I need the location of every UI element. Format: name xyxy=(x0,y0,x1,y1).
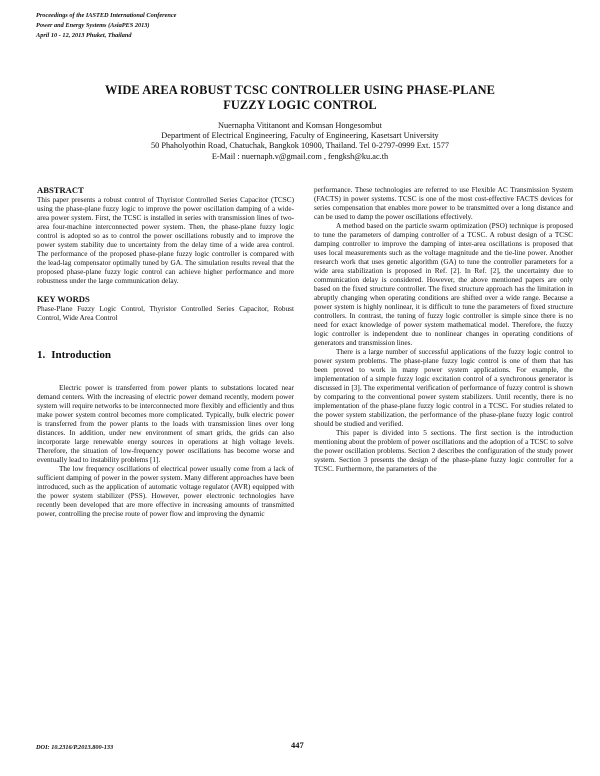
intro-paragraph-2: The low frequency oscillations of electrical power usually come from a lack of sufficient damping of power in the power system. Many different approaches have been introduced, such as the application of automatic voltage regulator (AVR) equipped with the power system stabilizer (PSS). However, power electronic technologies have recently been developed that are more effective in increasing amounts of transmitted power, controlling the precise route of power flow and improving the dynamic xyxy=(37,465,294,519)
intro-paragraph-4: There is a large number of successful applications of the fuzzy logic control to power system problems. The phase-plane fuzzy logic control is one of them that has been proved to work in many power system applications. For example, the implementation of a simple fuzzy logic excitation control of a synchronous generator is discussed in [3]. The experimental verification of performance of fuzzy control is shown by comparing to the conventional power system stabilizers. Until recently, there is no implementation of the phase-plane fuzzy logic control in a TCSC. For studies related to the power system stabilization, the performance of the phase-plane fuzzy logic control should be studied and verified. xyxy=(314,348,573,429)
intro-paragraph-5: This paper is divided into 5 sections. The first section is the introduction mentioning about the problem of power oscillations and the adoption of a TCSC to solve the power oscillation problems. Section 2 describes the configuration of the study power system. Section 3 presents the design of the phase-plane fuzzy logic controller for a TCSC. Furthermore, the parameters of the xyxy=(314,429,573,474)
doi-footer: DOI: 10.2316/P.2013.800-133 xyxy=(36,744,114,751)
page-number: 447 xyxy=(291,740,304,750)
title-line-2: FUZZY LOGIC CONTROL xyxy=(223,98,377,112)
right-column xyxy=(314,186,573,475)
abstract-text: This paper presents a robust control of Thyristor Controlled Series Capacitor (TCSC) using the phase-plane fuzzy logic to improve the power oscillation damping of a wide-area power system. First, the TCSC is installed in series with transmission lines of two-area four-machine interconnected power system. Then, the phase-plane fuzzy logic control is adopted so as to control the power oscillations robustly and to improve the power system stability due to uncertainty from the delay time of a wide area control. The performance of the proposed phase-plane fuzzy logic controller is compared with the lead-lag compensator optimally tuned by GA. The simulation results reveal that the proposed phase-plane fuzzy logic control can achieve higher performance and more robustness under the large communication delay. xyxy=(37,196,294,286)
conference-track: Power and Energy Systems (AsiaPES 2013) xyxy=(36,22,150,29)
keywords-heading: KEY WORDS xyxy=(37,294,90,305)
author-block xyxy=(40,121,560,162)
left-column xyxy=(37,185,294,519)
section-number: 1. xyxy=(37,349,46,362)
author-names: Nuernapha Vititanont and Komsan Hongesombut xyxy=(218,121,382,130)
intro-paragraph-1: Electric power is transferred from power plants to substations located near demand centers. With the increasing of electric power demand recently, modern power system will require networks to be interconnected more flexibly and efficiently and thus make power system control becomes more complicated. Typically, bulk electric power is transferred from the power plants to the loads with transmission lines over long distances. In addition, under new environment of smart grids, the grids can also incorporate large renewable energy sources in operations at high voltage levels. Therefore, the situation of low-frequency power oscillations has become worse and eventually lead to instability problems [1]. xyxy=(37,384,294,465)
intro-paragraph-2-continued: performance. These technologies are referred to use Flexible AC Transmission System (FACTS) in power systems. TCSC is one of the most cost-effective FACTS devices for series compensation that enables more power to be transmitted over a long distance and can be used to damp the power oscillations effectively. xyxy=(314,186,573,222)
author-address: 50 Phaholyothin Road, Chatuchak, Bangkok 10900, Thailand. Tel 0-2797-0999 Ext. 1577 xyxy=(151,141,449,151)
introduction-heading xyxy=(37,349,294,362)
abstract-heading: ABSTRACT xyxy=(37,185,84,195)
keywords-text: Phase-Plane Fuzzy Logic Control, Thyristor Controlled Series Capacitor, Robust Control, Wide Area Control xyxy=(37,305,294,323)
paper-title xyxy=(60,83,540,113)
author-email: E-Mail : nuernaph.v@gmail.com , fengksh@ku.ac.th xyxy=(211,151,389,161)
intro-paragraph-3: A method based on the particle swarm optimization (PSO) technique is proposed to tune the parameters of damping controller of a TCSC. A robust design of a TCSC damping controller to improve the damping of inter-area oscillations is proposed that uses local measurements such as the voltage magnitude and the tie-line power. Another research work that uses genetic algorithm (GA) to tune the controller parameters for a wide area stabilization is proposed in Ref. [2]. In Ref. [2], the uncertainty due to communication delay is considered. However, the above mentioned papers are only based on the fixed structure controller. The fixed structure approach has the limitation in abruptly changing when operating conditions are shifted over a wide range. Because a power system is highly nonlinear, it is difficult to tune the parameters of fixed structure controllers. In contrast, the tuning of fuzzy logic controller is simple since there is no need for exact knowledge of power system mathematical model. Therefore, the fuzzy logic controller is independent due to nonlinear changes in operating conditions of generators and transmission lines. xyxy=(314,222,573,348)
section-title: Introduction xyxy=(51,349,111,362)
conference-header xyxy=(36,11,176,41)
conference-date: April 10 - 12, 2013 Phuket, Thailand xyxy=(36,32,132,39)
title-line-1: WIDE AREA ROBUST TCSC CONTROLLER USING PHASE-PLANE xyxy=(104,83,496,97)
conference-name: Proceedings of the IASTED International Conference xyxy=(36,12,177,19)
author-department: Department of Electrical Engineering, Faculty of Engineering, Kasetsart University xyxy=(161,131,439,141)
